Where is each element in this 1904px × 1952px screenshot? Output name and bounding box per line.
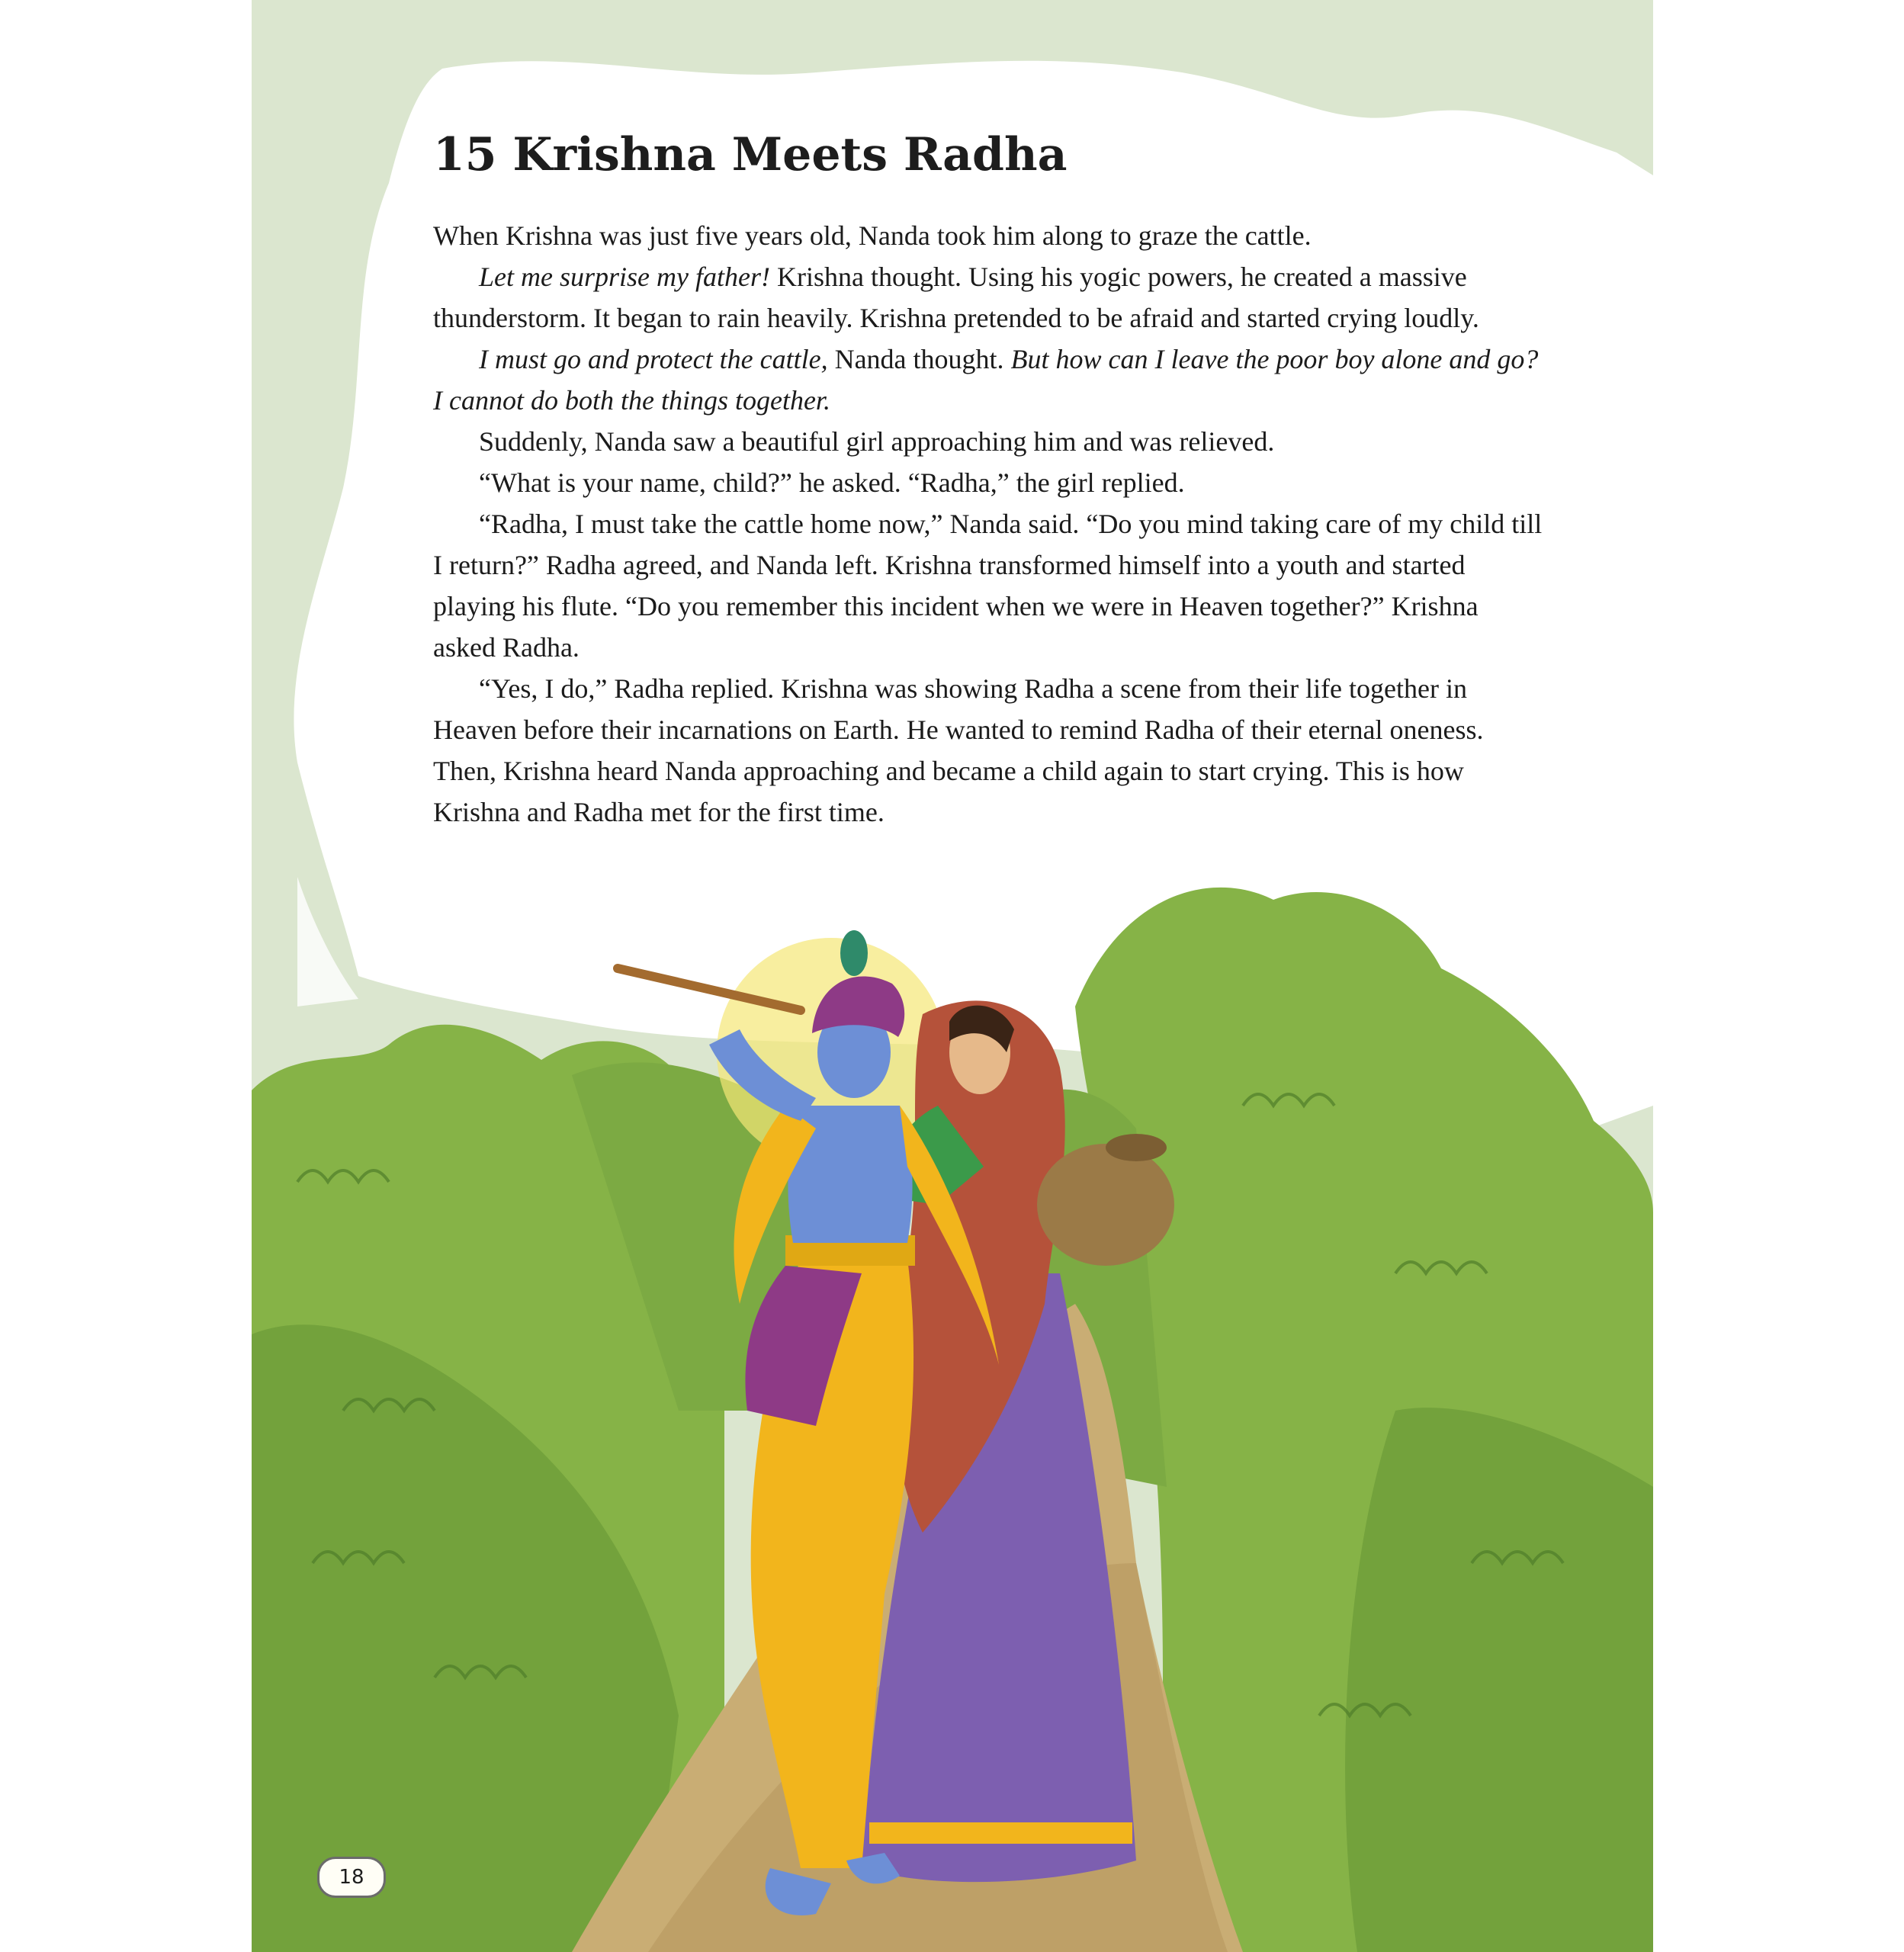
story-paragraph-3 — [433, 339, 1546, 421]
story-paragraph-4: Suddenly, Nanda saw a beautiful girl approaching him and was relieved. — [479, 426, 1275, 457]
page-title: 15 Krishna Meets Radha — [433, 128, 1068, 181]
paragraph-2-text: Krishna thought. Using his yogic powers, he created a massive thunderstorm. It began to rain heavily. Krishna pretended to be afraid and started crying loudly. — [433, 262, 1479, 333]
story-paragraph-6: “Radha, I must take the cattle home now,” Nanda said. “Do you mind taking care of my child till I return?” Radha agreed, and Nanda left. Krishna transformed himself into a youth and started playing his flute. “Do you remember this incident when we were in Heaven together?” Krishna asked Radha. — [433, 509, 1543, 663]
page-number: 18 — [317, 1857, 386, 1898]
krishna-thought: Let me surprise my father! — [479, 262, 770, 292]
story-paragraph-5: “What is your name, child?” he asked. “Radha,” the girl replied. — [479, 467, 1185, 498]
book-page — [252, 0, 1653, 1952]
bushes-right-shade — [1345, 1408, 1653, 1952]
paragraph-3-text: Nanda thought. — [827, 344, 1011, 374]
krishna-radha-illustration — [252, 877, 1653, 1952]
story-paragraph-1: When Krishna was just five years old, Nanda took him along to graze the cattle. — [433, 220, 1312, 251]
story-paragraph-2 — [433, 256, 1546, 339]
story-text — [433, 215, 1546, 833]
nanda-thought-2: But how can I leave the poor boy alone and go? I cannot do both the things together. — [433, 344, 1539, 416]
nanda-thought-1: I must go and protect the cattle, — [479, 344, 828, 374]
story-paragraph-7: “Yes, I do,” Radha replied. Krishna was showing Radha a scene from their life together in Heaven before their incarnations on Earth. He wanted to remind Radha of their eternal oneness. Then, Krishna heard Nanda approaching and became a child again to start crying. This is how Krishna and Radha met for the first time. — [433, 673, 1484, 827]
water-pot — [1037, 1144, 1174, 1266]
peacock-feather — [840, 930, 868, 976]
